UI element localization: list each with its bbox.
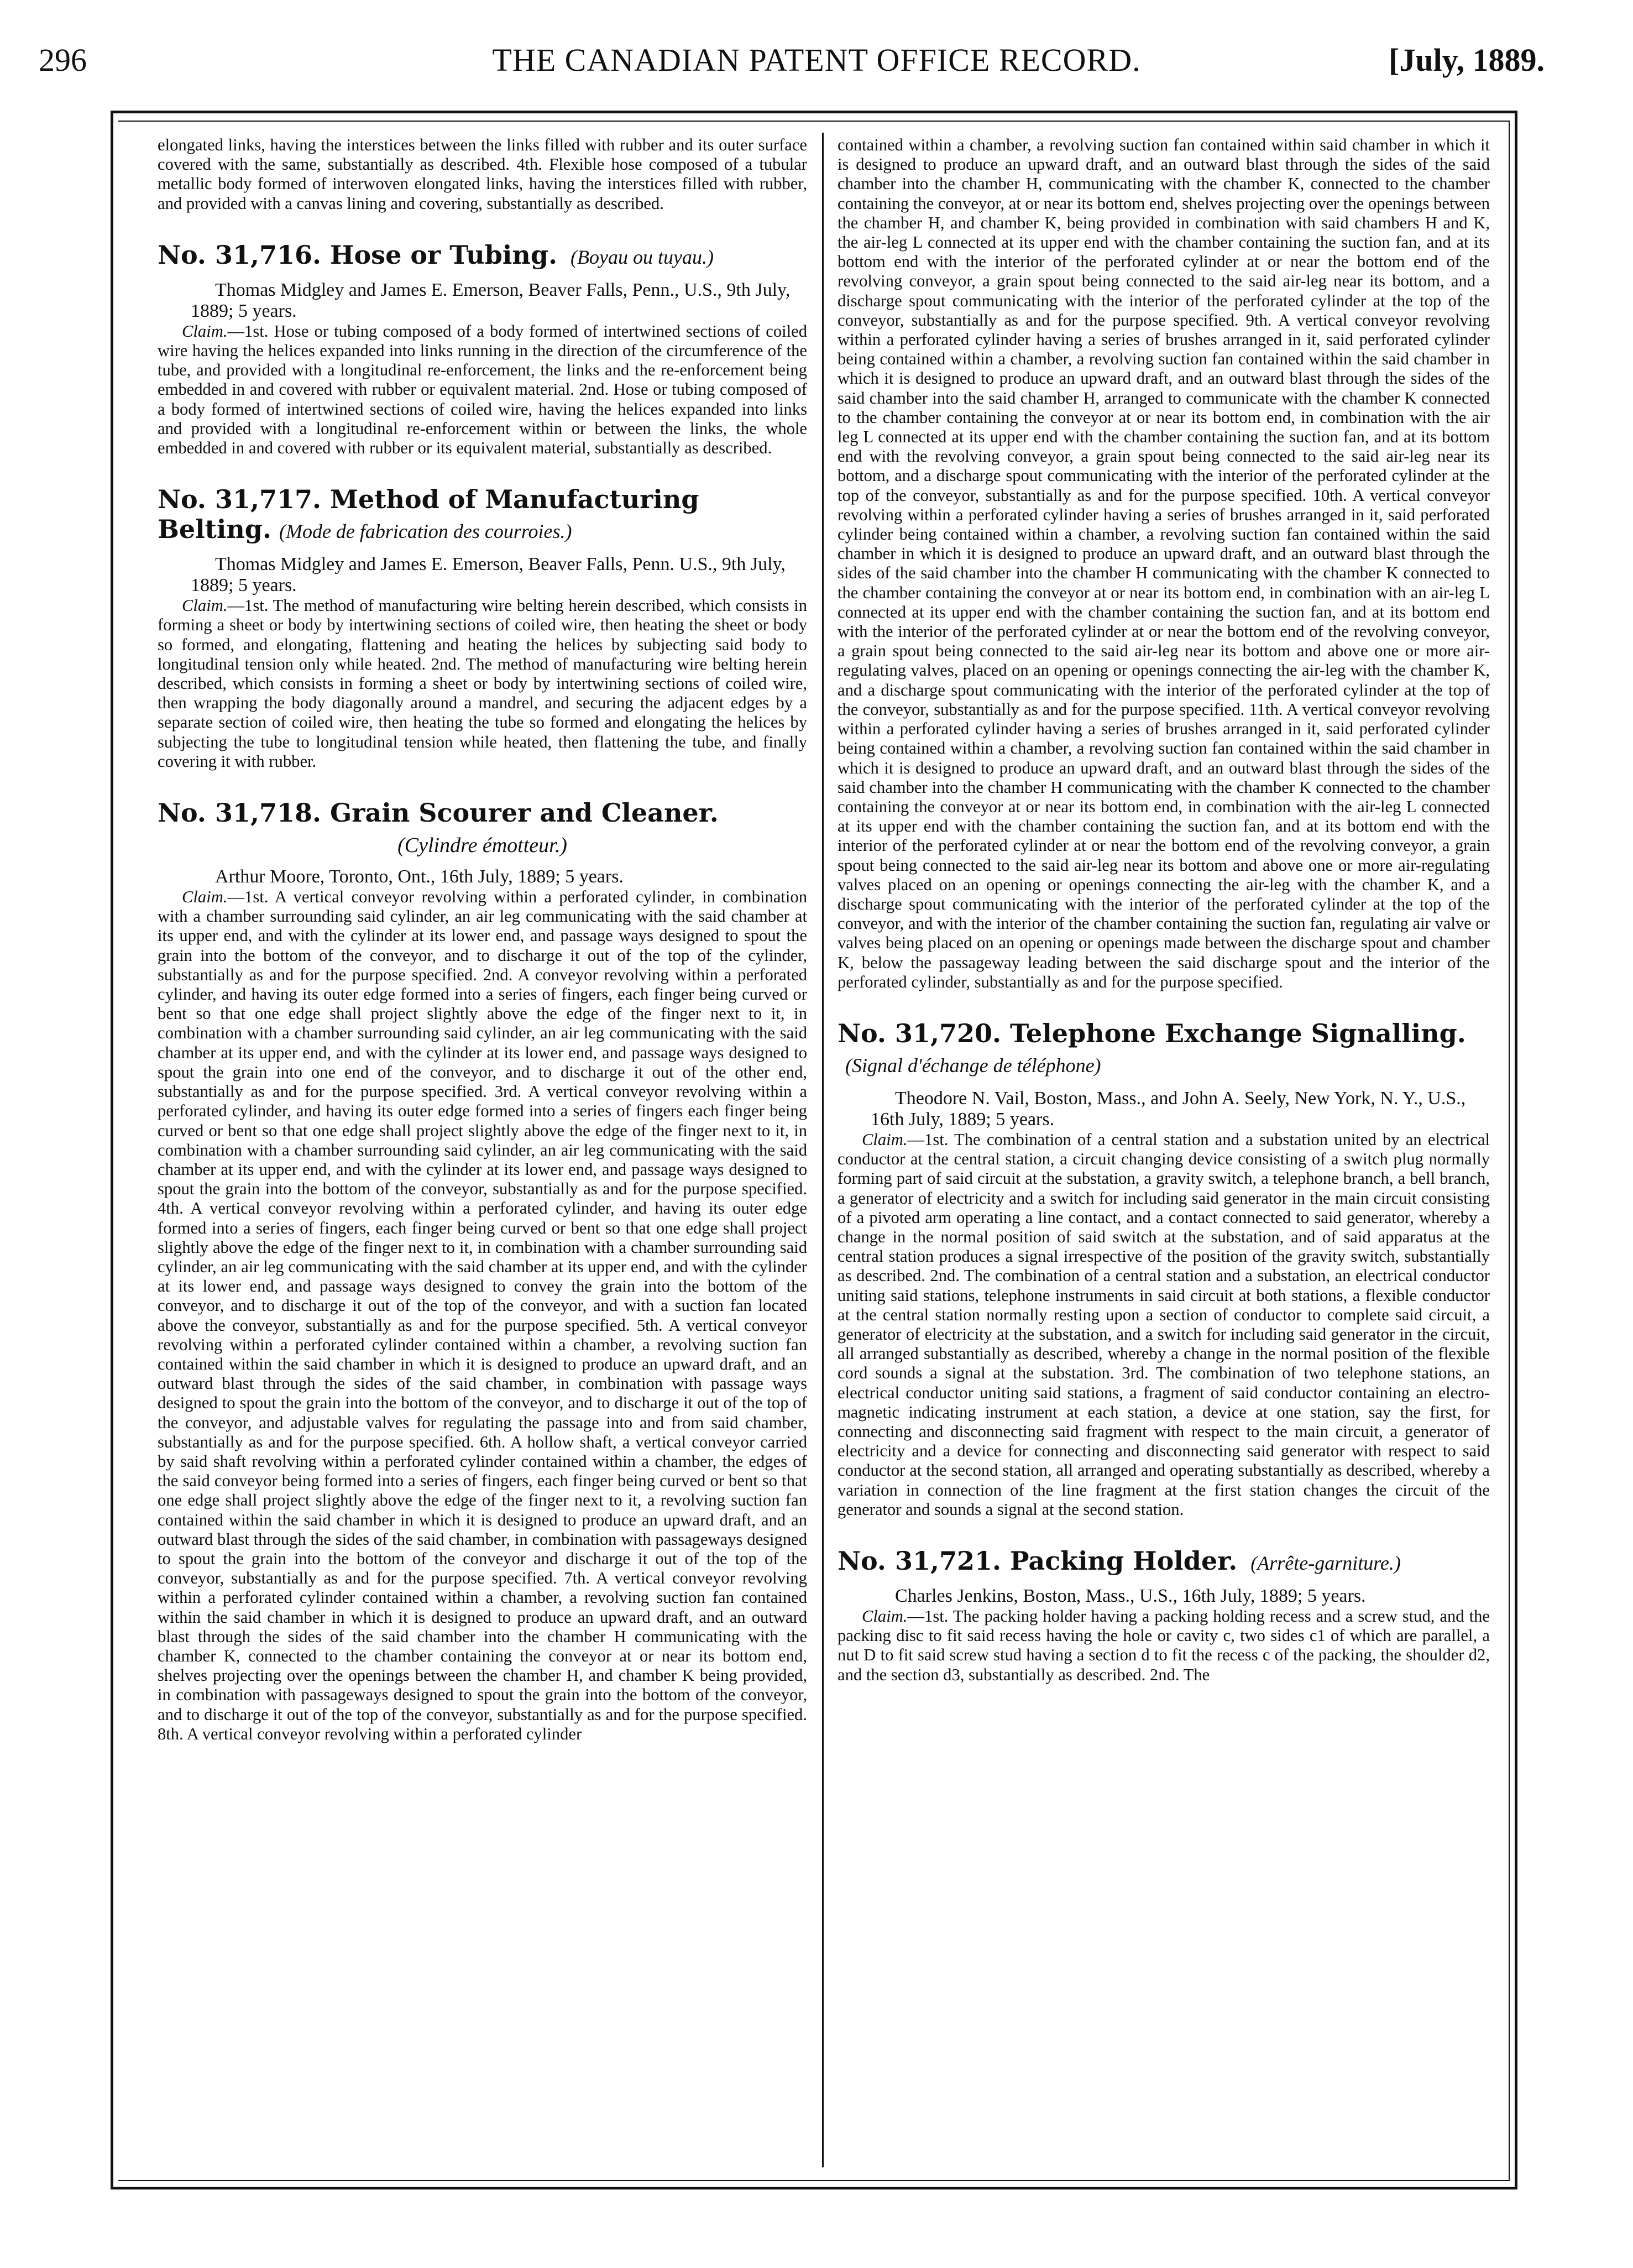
claim-label: Claim. bbox=[182, 887, 228, 907]
patent-heading bbox=[158, 798, 807, 828]
french-title: (Arrête-garniture.) bbox=[1250, 1552, 1401, 1574]
claim-label: Claim. bbox=[862, 1130, 908, 1149]
patentee-line: Thomas Midgley and James E. Emerson, Beaver Falls, Penn., U.S., 9th July, 1889; 5 years. bbox=[191, 279, 791, 321]
patent-title: No. 31,721. Packing Holder. bbox=[838, 1546, 1238, 1576]
patent-title: No. 31,717. Method of Manufacturing Belting. bbox=[158, 484, 699, 545]
patent-heading bbox=[158, 484, 807, 546]
claim-paragraph bbox=[838, 1607, 1490, 1685]
patent-title: No. 31,716. Hose or Tubing. bbox=[158, 239, 557, 270]
patent-heading bbox=[158, 240, 807, 272]
right-column bbox=[838, 135, 1490, 2176]
patent-entry bbox=[158, 798, 807, 1744]
claim-paragraph bbox=[158, 887, 807, 1744]
patentee-line: Charles Jenkins, Boston, Mass., U.S., 16th July, 1889; 5 years. bbox=[895, 1586, 1366, 1606]
continued-claim-text: elongated links, having the interstices between the links filled with rubber and its outer surface covered with the same, substantially as described. 4th. Flexible hose composed of a tubular metallic body formed of interwoven elongated links, having the interstices filled with rubber, and provided with a canvas lining and covering, substantially as described. bbox=[158, 135, 807, 213]
journal-title: THE CANADIAN PATENT OFFICE RECORD. bbox=[492, 42, 1141, 78]
claim-text: —1st. The method of manufacturing wire belting herein described, which consists in forming a sheet or body by intertwining sections of coiled wire, then heating the sheet or body so formed, and elongating, flattening and heating the helices by subjecting said body to longitudinal tension only while heated. 2nd. The method of manufacturing wire belting herein described, which consists in forming a sheet or body by intertwining sections of coiled wire, then wrapping the body diagonally around a mandrel, and securing the adjacent edges by a separate section of coiled wire, then heating the tube so formed and elongating the helices by subjecting the tube to longitudinal tension while heated, then flattening the tube, and finally covering it with rubber. bbox=[158, 596, 807, 771]
patent-entry bbox=[158, 240, 807, 458]
french-title: (Boyau ou tuyau.) bbox=[570, 245, 714, 268]
claim-text: —1st. A vertical conveyor revolving within a perforated cylinder, in combination with a chamber surrounding said cylinder, an air leg communicating with the said chamber at its upper end, and with the cylinder at its lower end, and passage ways designed to spout the grain into the bottom of the conveyor, and to discharge it out of the top of the cylinder, substantially as and for the purpose specified. 2nd. A conveyor revolving within a perforated cylinder, and having its outer edge formed into a series of fingers, each finger being curved or bent so that one edge shall project slightly above the edge of the finger next to it, in combination with a chamber surrounding said cylinder, an air leg communicating with the said chamber at its upper end, and with the cylinder at its lower end, and passage ways designed to spout the grain into one end of the conveyor, and to discharge it out of the other end, substantially as and for the purpose specified. 3rd. A vertical conveyor revolving within a perforated cylinder, and having its outer edge formed into a series of fingers each finger being curved or bent so that one edge shall project slightly above the edge of the finger next to it, in combination with a chamber surrounding said cylinder, an air leg communicating with the said chamber at its upper end, and with the cylinder at its lower end, and passage ways designed to spout the grain into the bottom of the conveyor, substantially as and for the purpose specified. 4th. A vertical conveyor revolving within a perforated cylinder, and having its outer edge formed into a series of fingers, each finger being curved or bent so that one edge shall project slightly above the edge of the finger next to it, in combination with a chamber surrounding said cylinder, an air leg communicating with the said chamber at its upper end, and with the cylinder at its lower end, and passage ways designed to convey the grain into the bottom of the conveyor, and to discharge it out of the top of the conveyor, and with a suction fan located above the conveyor, substantially as and for the purpose specified. 5th. A vertical conveyor revolving within a perforated cylinder contained within a chamber, a revolving suction fan contained within the said chamber in which it is designed to produce an upward draft, and an outward blast through the sides of the said chamber, in combination with passage ways designed to spout the grain into the bottom of the conveyor, and to discharge it out of the top of the conveyor, and adjustable valves for regulating the passage into and from said chamber, substantially as and for the purpose specified. 6th. A hollow shaft, a vertical conveyor carried by said shaft revolving within a perforated cylinder contained within a chamber, the edges of the said conveyor being formed into a series of fingers, each finger being curved or bent so that one edge shall project slightly above the edge of the finger next to it, a revolving suction fan contained within the said chamber in which it is designed to produce an upward draft, and an outward blast through the sides of the said chamber, in combination with passageways designed to spout the grain into the bottom of the conveyor and discharge it out of the top of the conveyor, substantially as and for the purpose specified. 7th. A vertical conveyor revolving within a perforated cylinder contained within a chamber, a revolving suction fan contained within the said chamber in which it is designed to produce an upward draft, and an outward blast through the sides of the said chamber into the chamber H communicating with the chamber K, connected to the chamber containing the conveyor at or near its bottom end, shelves projecting over the openings between the chamber H, and chamber K being provided, in combination with passageways designed to spout the grain into the bottom of the conveyor, and to discharge it out of the top of the conveyor, substantially as and for the purpose specified. 8th. A vertical conveyor revolving within a perforated cylinder bbox=[158, 887, 807, 1743]
claim-text: —1st. The combination of a central station and a substation united by an electrical conductor at the central station, a circuit changing device consisting of a switch plug normally forming part of said circuit at the substation, a gravity switch, a telephone branch, a bell branch, a generator of electricity and a switch for including said generator in the main circuit consisting of a pivoted arm operating a line contact, and a contact connected to said generator, whereby a change in the normal position of said switch at the substation, and of said apparatus at the central station produces a signal irrespective of the position of the gravity switch, substantially as described. 2nd. The combination of a central station and a substation, an electrical conductor uniting said stations, telephone instruments in said circuit at both stations, a flexible conductor at the central station normally resting upon a section of conductor to complete said circuit, a generator of electricity at the substation, and a switch for including said generator in the circuit, all arranged substantially as described, whereby a change in the normal position of the flexible cord sounds a signal at the substation. 3rd. The combination of two telephone stations, an electrical conductor uniting said stations, a fragment of said conductor containing an electro-magnetic indicating instrument at each station, a device at one station, say the first, for connecting and disconnecting said fragment with respect to the main circuit, a generator of electricity and a device for connecting and disconnecting said generator with respect to said conductor at the second station, all arranged and operating substantially as described, whereby a variation in connection of the line fragment at the first station changes the circuit of the generator and sounds a signal at the second station. bbox=[838, 1130, 1490, 1519]
running-head bbox=[0, 0, 1633, 116]
french-title: (Cylindre émotteur.) bbox=[397, 834, 567, 858]
claim-text: —1st. The packing holder having a packing holding recess and a screw stud, and the packing disc to fit said recess having the hole or cavity c, two sides c1 of which are parallel, a nut D to fit said screw stud having a section d to fit the recess c of the packing, the shoulder d2, and the section d3, substantially as described. 2nd. The bbox=[838, 1607, 1490, 1684]
french-title: (Mode de fabrication des courroies.) bbox=[279, 520, 572, 543]
patent-entry bbox=[838, 1018, 1490, 1519]
patent-title: No. 31,720. Telephone Exchange Signalling. bbox=[838, 1018, 1466, 1048]
patent-heading bbox=[838, 1546, 1490, 1578]
claim-paragraph bbox=[158, 596, 807, 771]
patentee-line: Thomas Midgley and James E. Emerson, Beaver Falls, Penn. U.S., 9th July, 1889; 5 years. bbox=[191, 554, 786, 596]
claim-label: Claim. bbox=[182, 596, 228, 615]
claim-paragraph bbox=[158, 322, 807, 458]
claim-label: Claim. bbox=[182, 321, 228, 341]
patentee-line: Theodore N. Vail, Boston, Mass., and John A. Seely, New York, N. Y., U.S., 16th July, 1889; 5 years. bbox=[871, 1088, 1466, 1130]
french-title: (Signal d'échange de téléphone) bbox=[845, 1054, 1101, 1076]
patentee-line: Arthur Moore, Toronto, Ont., 16th July, 1889; 5 years. bbox=[215, 866, 624, 887]
patent-heading bbox=[838, 1018, 1490, 1080]
continued-claim-text: contained within a chamber, a revolving suction fan contained within said chamber in which it is designed to produce an upward draft, and an outward blast through the sides of the said chamber into the chamber H, communicating with the chamber K, connected to the chamber containing the conveyor, at or near its bottom end, shelves projecting over the openings between the chamber H, and chamber K, being provided in combination with said chambers H and K, the air-leg L connected at its upper end with the chamber containing the suction fan, and at its bottom end with the interior of the perforated cylinder at or near the bottom end of the revolving conveyor, a grain spout being connected to the said air-leg near its bottom, and a discharge spout communicating with the interior of the perforated cylinder at the top of the conveyor, substantially as and for the purpose specified. 9th. A vertical conveyor revolving within a perforated cylinder having a series of brushes arranged in it, said perforated cylinder being contained within a chamber, a revolving suction fan contained within the said chamber in which it is designed to produce an upward draft, and an outward blast through the sides of the said chamber into the said chamber H, arranged to communicate with the chamber K connected to the chamber containing the conveyor at or near its bottom end, in combination with the air leg L connected at its upper end with the chamber containing the suction fan, and at its bottom end with the revolving conveyor, a grain spout being connected to the said air-leg near its bottom, and a discharge spout communicating with the interior of the perforated cylinder at the top of the conveyor, substantially as and for the purpose specified. 10th. A vertical conveyor revolving within a perforated cylinder having a series of brushes arranged in it, said perforated cylinder being contained within a chamber, a revolving suction fan contained within the said chamber in which it is designed to produce an upward draft, and an outward blast through the sides of the said chamber into the chamber H communicating with the chamber K connected to the chamber containing the conveyor at or near its bottom end, in combination with an air-leg L connected at its upper end with the chamber containing the suction fan, and at its bottom end with the interior of the perforated cylinder at or near the bottom end of the revolving conveyor, a grain spout being connected to the said air-leg near its bottom and above one or more air-regulating valves, placed on an opening or openings connecting the air-leg with the chamber K, and a discharge spout communicating with the interior of the perforated cylinder at the top of the conveyor, substantially as and for the purpose specified. 11th. A vertical conveyor revolving within a perforated cylinder having a series of brushes arranged in it, said perforated cylinder being contained within a chamber, a revolving suction fan contained within the said chamber in which it is designed to produce an upward draft, and an outward blast through the sides of the said chamber into the chamber H communicating with the chamber K connected to the chamber containing the conveyor at or near its bottom end, in combination with the air-leg L connected at its upper end with the chamber containing the suction fan, and at its bottom end with the interior of the perforated cylinder at or near the bottom end of the revolving conveyor, a grain spout being connected to the said air-leg near its bottom and above one or more air-regulating valves placed on an opening or openings connecting the air-leg with the chamber K, and a discharge spout communicating with the interior of the perforated cylinder at the top of the conveyor, and with the interior of the chamber containing the suction fan, regulating air valve or valves being placed on an opening or openings made between the discharge spout and chamber K, below the passageway leading between the said discharge spout and the interior of the perforated cylinder, substantially as and for the purpose specified. bbox=[838, 135, 1490, 991]
patent-entry bbox=[158, 484, 807, 771]
claim-text: —1st. Hose or tubing composed of a body formed of intertwined sections of coiled wire having the helices expanded into links running in the direction of the circumference of the tube, and provided with a longitudinal re-enforcement, the links and the re-enforcement being embedded in and covered with rubber or equivalent material. 2nd. Hose or tubing composed of a body formed of intertwined sections of coiled wire, having the helices expanded into links and provided with a longitudinal re-enforcement within or between the links, the whole embedded in and covered with rubber or its equivalent material, substantially as described. bbox=[158, 321, 807, 458]
claim-paragraph bbox=[838, 1130, 1490, 1519]
left-column bbox=[158, 135, 807, 2176]
page-number: 296 bbox=[39, 42, 87, 78]
issue-date: [July, 1889. bbox=[1389, 42, 1545, 78]
claim-label: Claim. bbox=[862, 1607, 908, 1626]
patent-entry bbox=[838, 1546, 1490, 1685]
patent-title: No. 31,718. Grain Scourer and Cleaner. bbox=[158, 798, 719, 828]
column-divider bbox=[822, 133, 824, 2167]
